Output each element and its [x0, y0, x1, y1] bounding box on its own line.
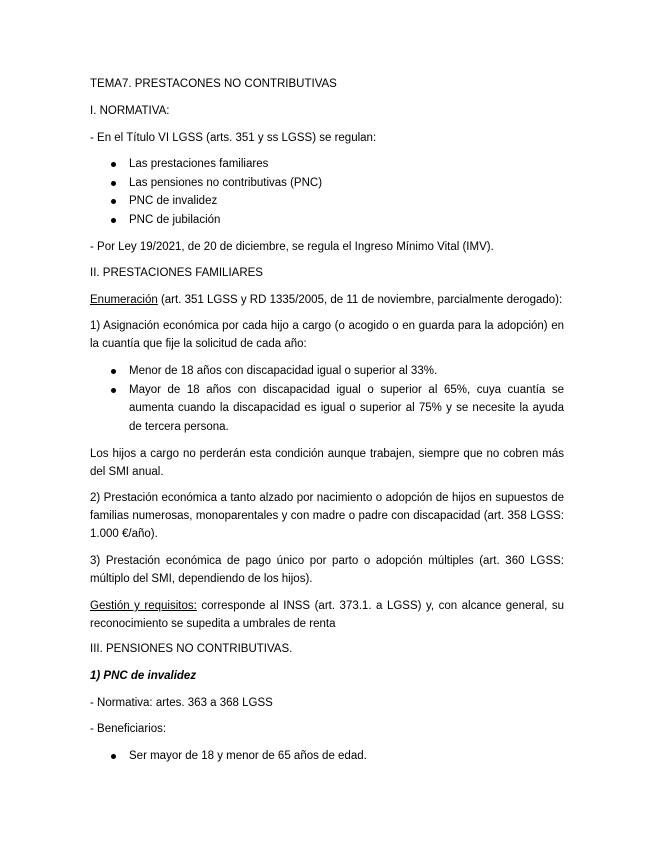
section-heading-pensiones: III. PENSIONES NO CONTRIBUTIVAS. — [90, 643, 293, 655]
document-title: TEMA7. PRESTACONES NO CONTRIBUTIVAS — [90, 78, 337, 90]
enumeracion-text: (art. 351 LGSS y RD 1335/2005, de 11 de noviembre, parcialmente derogado): — [157, 294, 563, 306]
list-item: Ser mayor de 18 y menor de 65 años de edad. — [90, 747, 564, 766]
normativa-list — [90, 155, 564, 229]
list-item: Las prestaciones familiares — [90, 155, 564, 174]
list-item: Las pensiones no contributivas (PNC) — [90, 174, 564, 193]
enumeracion-paragraph — [90, 291, 564, 309]
gestion-text: corresponde al INSS (art. 373.1. a LGSS) y, con alcance general, su reconocimiento se supedita a umbrales de renta — [90, 600, 564, 630]
imv-paragraph: - Por Ley 19/2021, de 20 de diciembre, se regula el Ingreso Mínimo Vital (IMV). — [90, 241, 494, 253]
section-heading-normativa: I. NORMATIVA: — [90, 105, 170, 117]
beneficiarios-list — [90, 747, 564, 766]
gestion-label: Gestión y requisitos: — [90, 600, 197, 612]
normativa-intro: - En el Título VI LGSS (arts. 351 y ss LGSS) se regulan: — [90, 132, 377, 144]
section-heading-prestaciones: II. PRESTACIONES FAMILIARES — [90, 267, 263, 279]
list-item: Menor de 18 años con discapacidad igual o superior al 33%. — [90, 362, 564, 381]
tanto-alzado-paragraph: 2) Prestación económica a tanto alzado por nacimiento o adopción de hijos en supuestos de familias numerosas, monoparentales y con madre o padre con discapacidad (art. 358 LGSS: 1.000 €/año). — [90, 492, 564, 540]
asignacion-paragraph: 1) Asignación económica por cada hijo a cargo (o acogido o en guarda para la adopción) en la cuantía que fije la solicitud de cada año: — [90, 320, 564, 350]
pago-unico-paragraph: 3) Prestación económica de pago único por parto o adopción múltiples (art. 360 LGSS: múltiplo del SMI, dependiendo de los hijos). — [90, 555, 564, 585]
list-item: Mayor de 18 años con discapacidad igual o superior al 65%, cuya cuantía se aumenta cuando la discapacidad es igual o superior al 75% y se necesite la ayuda de tercera persona. — [90, 381, 564, 437]
hijos-paragraph: Los hijos a cargo no perderán esta condición aunque trabajen, siempre que no cobren más del SMI anual. — [90, 448, 564, 478]
beneficiarios-line: - Beneficiarios: — [90, 723, 167, 735]
gestion-paragraph — [90, 597, 564, 633]
enumeracion-label: Enumeración — [90, 294, 158, 306]
asignacion-list — [90, 362, 564, 436]
list-item: PNC de jubilación — [90, 211, 564, 230]
normativa-line: - Normativa: artes. 363 a 368 LGSS — [90, 697, 273, 709]
list-item: PNC de invalidez — [90, 192, 564, 211]
subheading-pnc-invalidez: 1) PNC de invalidez — [90, 670, 197, 682]
